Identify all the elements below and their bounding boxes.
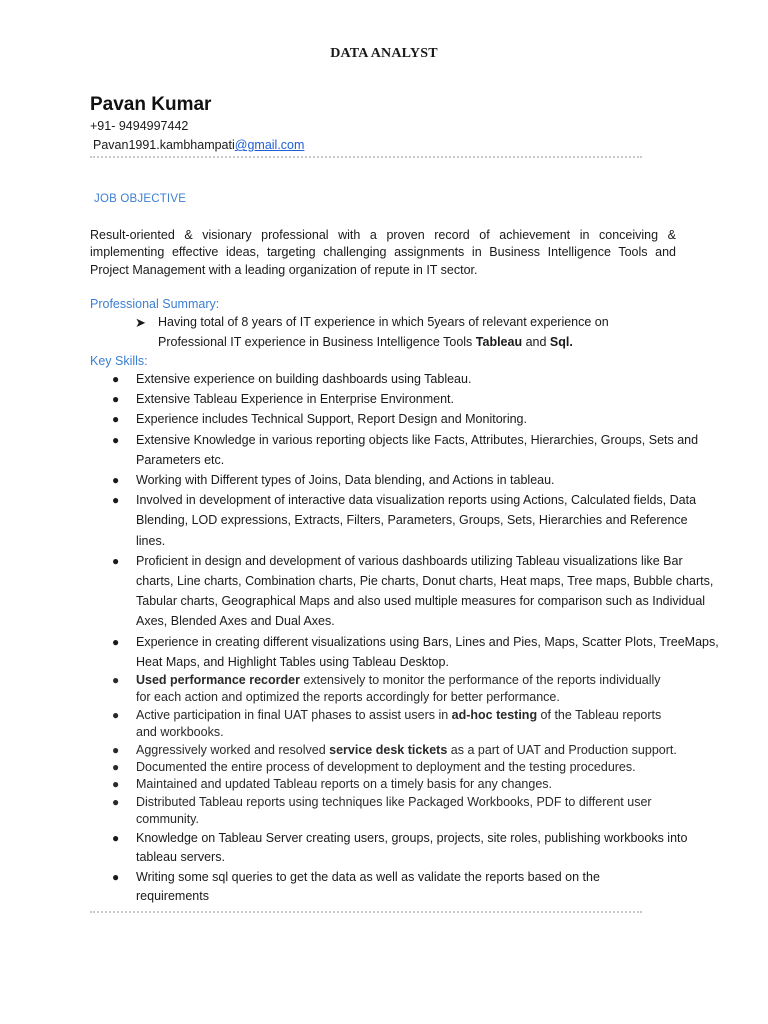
professional-summary-heading: Professional Summary: (90, 297, 220, 311)
skill-item (90, 829, 716, 868)
summary-line-2-mid: and (522, 334, 550, 349)
skill-bold: service desk tickets (329, 742, 448, 757)
dotted-divider-bottom (90, 911, 642, 913)
summary-line-1: Having total of 8 years of IT experience in which 5years of relevant experience on (158, 315, 609, 329)
bullet-icon: ● (112, 869, 120, 884)
bullet-icon: ● (112, 553, 120, 568)
bullet-icon: ● (112, 794, 120, 809)
skill-text: Knowledge on Tableau Server creating users, groups, projects, site roles, publishing workbooks into tableau servers. (136, 830, 688, 865)
job-objective-text: Result-oriented & visionary professional with a proven record of achievement in conceiving & implementing effective ideas, targeting challenging assignments in Business Intelligence Tools and Project Management with a leading organization of repute in IT sector. (90, 228, 676, 277)
skill-item (90, 430, 720, 470)
bullet-icon: ● (112, 742, 120, 757)
skill-item (90, 470, 720, 490)
dotted-divider-top (90, 156, 642, 158)
bullet-icon: ● (112, 673, 120, 688)
resume-title: DATA ANALYST (330, 46, 438, 61)
key-skills-heading: Key Skills: (90, 354, 148, 368)
professional-summary (135, 313, 638, 352)
bullet-icon: ● (112, 473, 120, 488)
skill-text: Extensive experience on building dashboards using Tableau. (136, 372, 472, 386)
skill-item (90, 707, 676, 742)
skill-text: Extensive Tableau Experience in Enterprise Environment. (136, 392, 454, 407)
skill-text: Proficient in design and development of various dashboards utilizing Tableau visualizations like Bar charts, Line charts, Combination charts, Pie charts, Donut charts, Heat maps, Tree maps, Bubble charts, Tabular charts, Geographical Maps and also used multiple measures for comparison such as Individual Axes, Blended Axes and Dual Axes. (136, 553, 714, 629)
skill-item (90, 409, 720, 429)
bullet-icon: ● (112, 372, 120, 386)
skill-text: Distributed Tableau reports using techniques like Packaged Workbooks, PDF to different user community. (136, 794, 652, 827)
skill-text: Working with Different types of Joins, Data blending, and Actions in tableau. (136, 473, 555, 488)
skill-text: Writing some sql queries to get the data as well as validate the reports based on the requirements (136, 869, 600, 904)
bullet-icon: ● (112, 432, 120, 447)
bullet-icon: ● (112, 634, 120, 649)
skill-text-pre: Active participation in final UAT phases to assist users in (136, 707, 452, 722)
job-objective-heading: JOB OBJECTIVE (94, 193, 187, 205)
email-link[interactable]: @gmail.com (234, 138, 305, 152)
skill-text: Experience in creating different visualizations using Bars, Lines and Pies, Maps, Scatter Plots, TreeMaps, Heat Maps, and Highlight Tables using Tableau Desktop. (136, 634, 719, 669)
email-user: Pavan1991.kambhampati (93, 138, 235, 152)
skill-text: Maintained and updated Tableau reports on a timely basis for any changes. (136, 777, 553, 792)
skill-item (90, 672, 676, 707)
summary-line-2 (138, 333, 638, 353)
bullet-icon: ● (112, 392, 120, 407)
skill-item (90, 776, 736, 793)
phone-number: +91- 9494997442 (90, 119, 189, 133)
skill-bold: Used performance recorder (136, 673, 300, 688)
bullet-icon: ● (112, 493, 120, 508)
skill-item (90, 759, 736, 776)
summary-line-2-text: Professional IT experience in Business Intelligence Tools (158, 334, 476, 349)
skill-item (90, 868, 666, 907)
email-address (93, 138, 304, 152)
skill-item (90, 389, 720, 409)
candidate-name: Pavan Kumar (90, 94, 212, 115)
summary-bold-sql: Sql. (549, 334, 573, 349)
bullet-icon: ● (112, 412, 120, 427)
bullet-icon: ● (112, 830, 120, 845)
skill-text-pre: Aggressively worked and resolved (136, 742, 330, 757)
skill-bold: ad-hoc testing (451, 707, 538, 722)
key-skills-list (90, 369, 720, 907)
skill-item (90, 742, 736, 759)
skill-text: of the Tableau reports and workbooks. (136, 707, 662, 740)
skill-item (90, 551, 720, 632)
skill-item (90, 794, 676, 829)
bullet-icon: ● (112, 777, 120, 792)
bullet-icon: ● (112, 760, 120, 775)
skill-item (90, 369, 720, 389)
skill-text: Involved in development of interactive data visualization reports using Actions, Calculated fields, Data Blending, LOD expressions, Extracts, Filters, Parameters, Groups, Sets, Hierarchies and Reference lines. (136, 493, 697, 548)
summary-bold-tableau: Tableau (475, 334, 523, 349)
skill-text: Experience includes Technical Support, Report Design and Monitoring. (136, 412, 527, 427)
skill-item (90, 632, 720, 672)
arrow-bullet-icon: ➤ (135, 315, 146, 330)
skill-text: Documented the entire process of development to deployment and the testing procedures. (136, 760, 636, 775)
bullet-icon: ● (112, 707, 120, 722)
skill-text: as a part of UAT and Production support. (447, 742, 677, 757)
skill-text: Extensive Knowledge in various reporting objects like Facts, Attributes, Hierarchies, Groups, Sets and Parameters etc. (136, 432, 699, 467)
skill-item (90, 490, 720, 551)
skill-text: extensively to monitor the performance of the reports individually for each action and optimized the reports accordingly for better performance. (136, 673, 661, 705)
